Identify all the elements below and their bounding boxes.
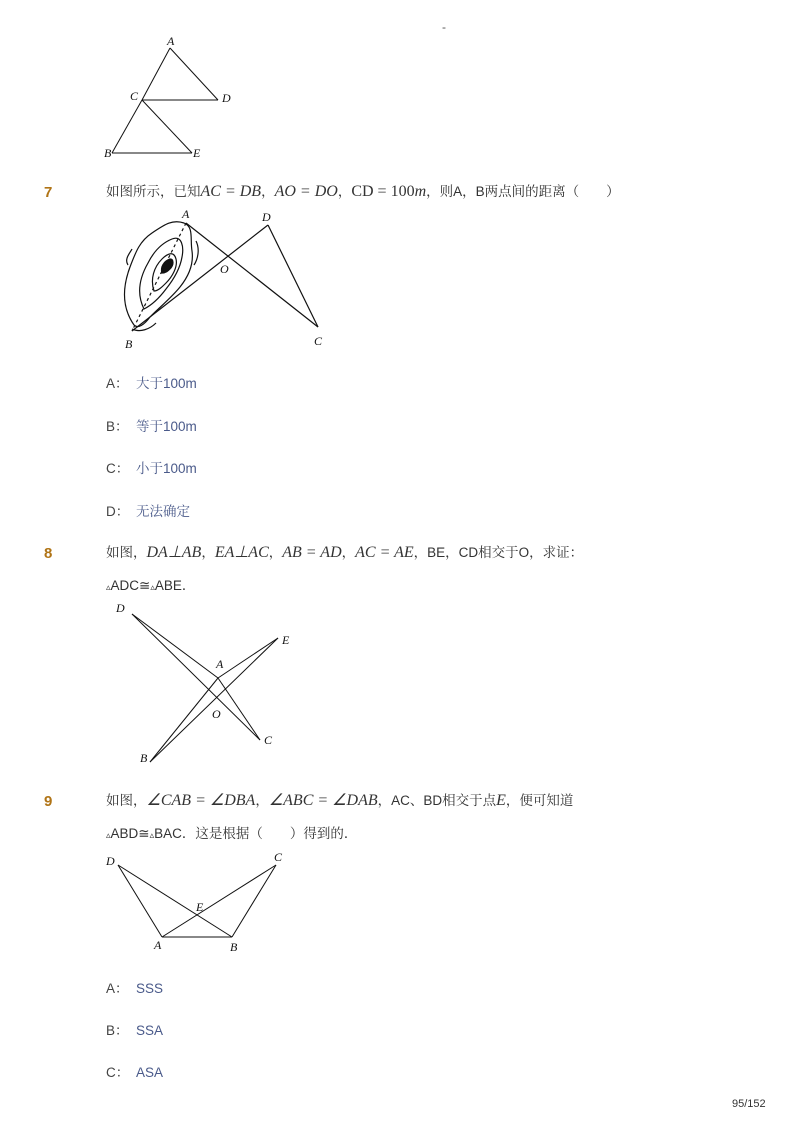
- label-e: E: [282, 633, 290, 647]
- option-letter: A：: [106, 981, 129, 996]
- q9-text-suffix: ，便可知道: [505, 793, 574, 808]
- option-letter: A：: [106, 376, 129, 391]
- label-a: A: [154, 938, 162, 952]
- option-text: 无法确定: [136, 504, 190, 519]
- q8-line2-mid: ADC≅: [110, 578, 151, 593]
- label-d: D: [116, 601, 125, 615]
- q7-text-prefix: 如图所示，已知: [106, 184, 201, 199]
- q9-option-a[interactable]: [106, 979, 163, 999]
- option-text: 大于100m: [136, 376, 197, 391]
- option-text: ASA: [136, 1065, 164, 1080]
- figure-triangles-top: [100, 35, 250, 165]
- q7-text-suffix: ，则A，B两点间的距离（ ）: [426, 184, 620, 199]
- label-d: D: [262, 210, 271, 224]
- q9-line2-end: BAC．这是根据（ ）得到的．: [154, 826, 358, 841]
- option-text: SSS: [136, 981, 164, 996]
- label-c: C: [264, 733, 273, 747]
- triangle-symbol: ▵: [106, 582, 111, 592]
- q7-eq3-unit: m: [414, 183, 427, 200]
- q9-eq2: ∠ABC = ∠DAB: [268, 792, 378, 809]
- q8-text-suffix: ，BE，CD相交于O，求证：: [413, 545, 584, 560]
- q8-eq2: EA⊥AC: [214, 544, 269, 561]
- question-number-7: 7: [44, 184, 53, 201]
- q7-sep2: ，: [337, 184, 352, 199]
- q7-eq3-value: CD = 100: [351, 183, 415, 200]
- label-b: B: [104, 146, 112, 160]
- q9-line2-mid: ABD≅: [110, 826, 150, 841]
- label-a: A: [167, 34, 175, 48]
- triangle-symbol: ▵: [150, 582, 155, 592]
- label-c: C: [314, 334, 323, 348]
- question-9-text: [106, 791, 573, 811]
- question-8-text: [106, 543, 583, 563]
- question-7-text: [106, 182, 620, 202]
- q7-option-a[interactable]: [106, 374, 197, 394]
- option-letter: D：: [106, 504, 130, 519]
- top-mark: -: [442, 20, 446, 34]
- figure-q9-triangles: [100, 845, 300, 960]
- option-letter: C：: [106, 461, 130, 476]
- question-number-8: 8: [44, 545, 53, 562]
- figure-q7-pond: [110, 205, 340, 355]
- option-letter: C：: [106, 1065, 130, 1080]
- label-c: C: [130, 89, 139, 103]
- option-text: 小于100m: [136, 461, 197, 476]
- label-b: B: [230, 940, 238, 954]
- page-number: 95/152: [732, 1098, 766, 1110]
- label-a: A: [182, 207, 190, 221]
- q9-option-c[interactable]: [106, 1063, 163, 1083]
- figure-q8-cross: [110, 598, 310, 770]
- question-number-9: 9: [44, 793, 53, 810]
- q9-option-b[interactable]: [106, 1021, 163, 1041]
- label-o: O: [220, 262, 229, 276]
- triangle-symbol: ▵: [106, 830, 111, 840]
- q8-text-prefix: 如图，: [106, 545, 147, 560]
- q8-line2-end: ABE．: [154, 578, 196, 593]
- option-letter: B：: [106, 419, 129, 434]
- label-a: A: [216, 657, 224, 671]
- q8-sep2: ，: [268, 545, 283, 560]
- q8-eq4: AC = AE: [355, 544, 414, 561]
- q7-sep1: ，: [261, 184, 275, 199]
- option-text: SSA: [136, 1023, 164, 1038]
- option-letter: B：: [106, 1023, 129, 1038]
- q7-eq3: [351, 183, 426, 200]
- question-8-text-line2: [106, 576, 195, 597]
- q7-option-d[interactable]: [106, 502, 190, 522]
- q7-option-c[interactable]: [106, 459, 197, 479]
- q9-sep1: ，: [255, 793, 269, 808]
- q8-sep3: ，: [341, 545, 356, 560]
- question-9-text-line2: [106, 824, 357, 845]
- label-d: D: [222, 91, 231, 105]
- label-b: B: [125, 337, 133, 351]
- label-e: E: [196, 900, 204, 914]
- q8-eq1: DA⊥AB: [146, 544, 202, 561]
- option-text: 等于100m: [136, 419, 197, 434]
- q7-eq2: AO = DO: [274, 183, 338, 200]
- label-d: D: [106, 854, 115, 868]
- triangle-symbol: ▵: [149, 830, 155, 840]
- q9-text-prefix: 如图，: [106, 793, 147, 808]
- label-b: B: [140, 751, 148, 765]
- q7-eq1: AC = DB: [200, 183, 262, 200]
- q9-text-mid: ，AC、BD相交于点: [377, 793, 497, 808]
- label-o: O: [212, 707, 221, 721]
- q8-sep1: ，: [201, 545, 215, 560]
- label-c: C: [274, 850, 283, 864]
- q9-eq1: ∠CAB = ∠DBA: [146, 792, 256, 809]
- q8-eq3: AB = AD: [282, 544, 342, 561]
- q9-eq3: E: [496, 792, 506, 809]
- label-e: E: [193, 146, 201, 160]
- q7-option-b[interactable]: [106, 417, 197, 437]
